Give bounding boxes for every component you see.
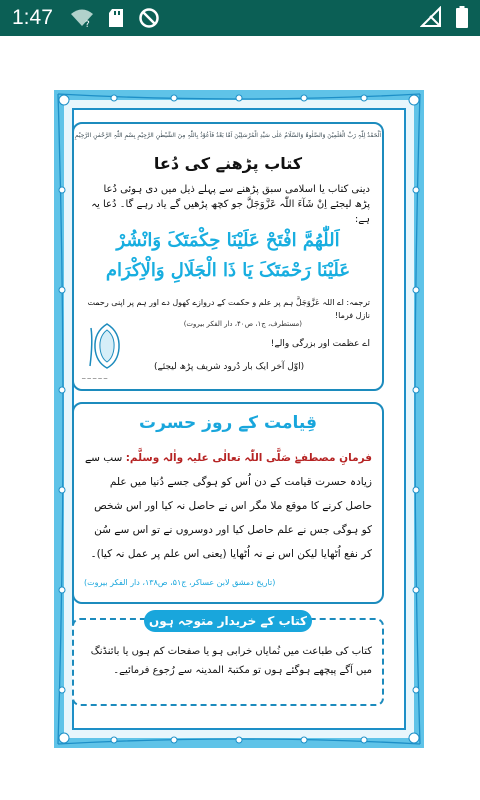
arabic-dua-line-1: اَللّٰھُمَّ افْتَحْ عَلَیْنَا حِکْمَتَکَ وَانْشُرْ [116,230,340,251]
status-icons-left [70,7,160,29]
day-of-judgement-regret-section [72,402,384,604]
no-signal-icon [420,6,442,28]
buyer-notice-body: کتاب کی طباعت میں نُمایاں خرابی ہو یا صفحات کم ہوں یا بائنڈنگ میں آگے پیچھے ہوگئے ہوں تو مکتبۃ المدینہ سے رُجوع فرمائیے۔ [90,646,372,676]
seal-caption: ــ ــ ــ ــ ــ [82,374,108,381]
prayer-title: کتاب پڑھنے کی دُعا [153,154,303,173]
status-time: 1:47 [12,6,53,29]
svg-text:?: ? [85,20,90,28]
sd-card-icon [108,8,124,28]
data-saver-icon [138,7,160,29]
seal-icon [86,322,128,370]
regret-title: قِیامت کے روز حسرت [139,413,317,433]
prayer-reference: (مستطرف، ج۱، ص۴۰، دار الفکر بیروت) [183,320,302,328]
prayer-intro: دینی کتاب یا اسلامی سبق پڑھنے سے پہلے ذیل میں دی ہوئی دُعا پڑھ لیجئے اِنْ شَآءَ اللّٰہ عَزَّوَجَلَّ جو کچھ پڑھیں گے یاد رہے گا۔ دُعا یہ ہے: [91,184,370,225]
status-icons-right [420,6,468,28]
prayer-translation-end: اے عظمت اور بزرگی والے! [270,339,370,349]
hadith-body: قیامت کے دن اُس کو ہوگی جسے دُنیا میں علم حاصل کرنے کا موقع ملا مگر اس نے حاصل نہ کیا اور اس شخص کو ہوگی جس نے علم حاصل کیا اور دوسروں نے تو اس سے سُن کر نفع اُٹھایا لیکن اس نے نہ اُٹھایا (یعنی اس علم پر عمل نہ کیا)۔ [90,476,372,560]
battery-icon [456,6,468,28]
arabic-dua [84,226,372,286]
prayer-translation: ترجمہ: اے اللہ عَزَّوَجَلَّ ہم پر علم و حکمت کے دروازے کھول دے اور ہم پر اپنی رحمت نازل فرما! [87,298,370,320]
hadith-label: فرمانِ مصطفےٰ صَلَّی اللّٰہ تعالٰی علیہ واٰلہ وسلَّم: [125,452,372,464]
buyer-notice-title: کتاب کے خریدار متوجہ ہوں [144,610,312,632]
reading-prayer-section [72,122,384,391]
hadith-start: سب سے زیادہ حسرت [84,452,372,488]
durood-note: (اوّل آخر ایک بار دُرود شریف پڑھ لیجئے) [154,362,305,372]
status-bar [0,0,480,36]
wifi-question-icon [70,8,94,28]
regret-reference: (تاریخ دمشق لابن عساکر، ج۵۱، ص۱۳۸، دار الفکر بیروت) [84,578,276,587]
regret-body [84,446,372,566]
arabic-dua-line-2: عَلَیْنَا رَحْمَتَکَ یَا ذَا الْجَلَالِ وَالْاِکْرَام [105,260,351,281]
book-page[interactable] [54,90,424,748]
buyer-notice-section [72,614,384,706]
bismillah-header: اَلْحَمْدُ لِلّٰہِ رَبِّ الْعٰلَمِیْنَ وَالصَّلٰوۃُ وَالسَّلَامُ عَلٰی سَیِّدِ الْمُرْسَلِیْنَ اَمَّا بَعْدُ فَاَعُوْذُ بِاللّٰہِ مِنَ الشَّیْطٰنِ الرَّجِیْمِ بِسْمِ اللّٰہِ الرَّحْمٰنِ الرَّحِیْمِ [74,132,382,139]
